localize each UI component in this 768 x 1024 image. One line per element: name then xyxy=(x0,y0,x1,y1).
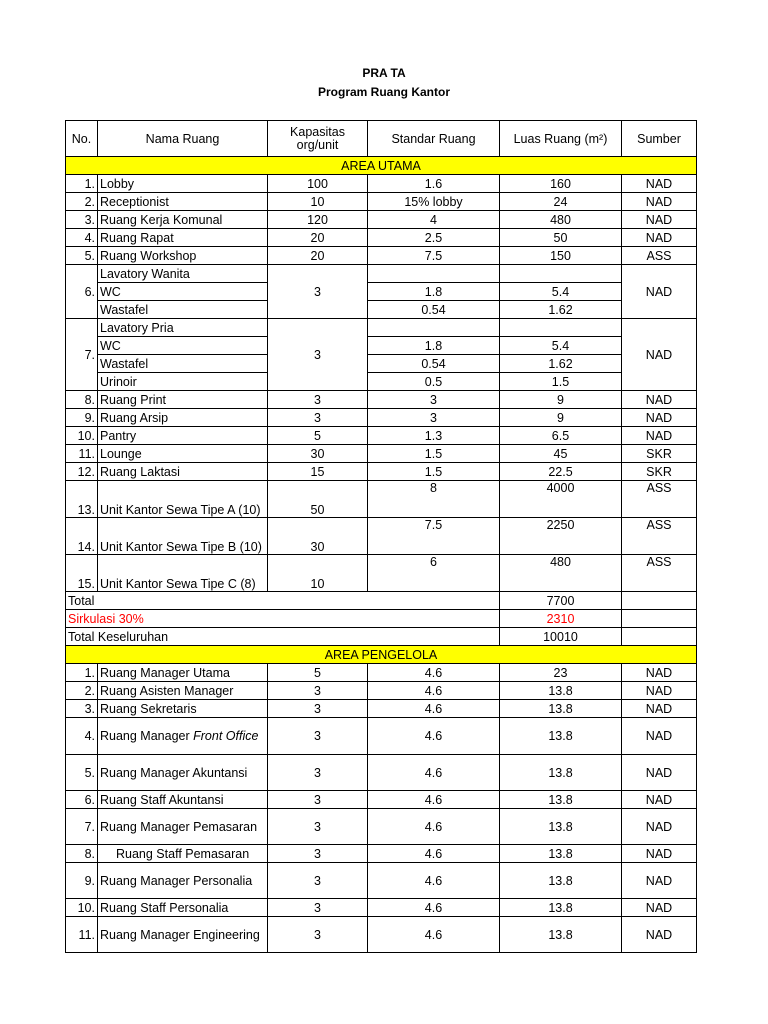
table-row xyxy=(66,211,697,229)
table-row xyxy=(66,445,697,463)
cell-kapasitas: 15 xyxy=(268,463,368,481)
cell-kapasitas: 120 xyxy=(268,211,368,229)
cell-no: 12. xyxy=(66,463,98,481)
sirkulasi-row xyxy=(66,610,697,628)
cell-nama: Ruang Manager Engineering xyxy=(98,917,268,953)
cell-nama: Ruang Manager Utama xyxy=(98,664,268,682)
cell-sumber: NAD xyxy=(622,409,697,427)
cell-nama: WC xyxy=(98,337,268,355)
header-kapasitas: Kapasitas org/unit xyxy=(268,121,368,157)
cell-nama: Lavatory Wanita xyxy=(98,265,268,283)
table-row xyxy=(66,917,697,953)
cell-sumber: NAD xyxy=(622,718,697,755)
cell-kapasitas: 3 xyxy=(268,265,368,319)
cell-no: 1. xyxy=(66,175,98,193)
cell-no: 7. xyxy=(66,319,98,391)
header-sumber: Sumber xyxy=(622,121,697,157)
table-row xyxy=(66,664,697,682)
cell-kapasitas: 3 xyxy=(268,899,368,917)
cell-sumber: NAD xyxy=(622,917,697,953)
table-row xyxy=(66,791,697,809)
table-row xyxy=(66,193,697,211)
cell-kapasitas: 3 xyxy=(268,700,368,718)
table-row xyxy=(66,463,697,481)
cell-nama: Unit Kantor Sewa Tipe C (8) xyxy=(98,555,268,592)
cell-luas: 160 xyxy=(500,175,622,193)
cell-standar: 1.5 xyxy=(368,463,500,481)
cell-standar: 4.6 xyxy=(368,809,500,845)
cell-standar: 4.6 xyxy=(368,718,500,755)
header-row xyxy=(66,121,697,157)
cell-standar: 1.8 xyxy=(368,283,500,301)
cell-no: 13. xyxy=(66,481,98,518)
cell-sumber: NAD xyxy=(622,845,697,863)
cell-kapasitas: 3 xyxy=(268,319,368,391)
section-area-pengelola xyxy=(66,646,697,664)
cell-sumber: NAD xyxy=(622,391,697,409)
lavatory-item-row xyxy=(66,337,697,355)
total-keseluruhan-row-label: Total Keseluruhan xyxy=(66,628,500,646)
cell-kapasitas: 3 xyxy=(268,809,368,845)
table-row xyxy=(66,809,697,845)
cell-luas: 5.4 xyxy=(500,337,622,355)
cell-luas: 9 xyxy=(500,391,622,409)
cell-sumber: ASS xyxy=(622,481,697,518)
cell-nama xyxy=(98,718,268,755)
cell-no: 1. xyxy=(66,664,98,682)
total-row-label: Total xyxy=(66,592,500,610)
table-row xyxy=(66,175,697,193)
lavatory-row xyxy=(66,265,697,283)
cell-nama: Lounge xyxy=(98,445,268,463)
cell-standar: 4.6 xyxy=(368,899,500,917)
cell-no: 6. xyxy=(66,791,98,809)
cell-standar: 7.5 xyxy=(368,518,500,555)
table-row xyxy=(66,427,697,445)
cell-no: 3. xyxy=(66,211,98,229)
sirkulasi-row-empty xyxy=(622,610,697,628)
cell-kapasitas: 50 xyxy=(268,481,368,518)
cell-standar: 7.5 xyxy=(368,247,500,265)
cell-standar: 0.54 xyxy=(368,355,500,373)
total-row xyxy=(66,592,697,610)
cell-standar: 0.5 xyxy=(368,373,500,391)
cell-nama: Ruang Rapat xyxy=(98,229,268,247)
cell-kapasitas: 5 xyxy=(268,664,368,682)
document-title: PRA TA xyxy=(362,66,406,80)
total-keseluruhan-row xyxy=(66,628,697,646)
lavatory-item-row xyxy=(66,373,697,391)
total-row-value: 7700 xyxy=(500,592,622,610)
cell-standar: 8 xyxy=(368,481,500,518)
cell-no: 11. xyxy=(66,917,98,953)
table-row xyxy=(66,518,697,555)
cell-standar: 4.6 xyxy=(368,917,500,953)
cell-nama: Unit Kantor Sewa Tipe A (10) xyxy=(98,481,268,518)
cell-kapasitas: 30 xyxy=(268,445,368,463)
cell-kapasitas: 3 xyxy=(268,391,368,409)
cell-kapasitas: 30 xyxy=(268,518,368,555)
cell-luas: 13.8 xyxy=(500,682,622,700)
cell-sumber: NAD xyxy=(622,193,697,211)
cell-luas: 2250 xyxy=(500,518,622,555)
cell-no: 6. xyxy=(66,265,98,319)
section-area-utama-label: AREA UTAMA xyxy=(66,157,697,175)
cell-standar: 4.6 xyxy=(368,845,500,863)
cell-standar: 4.6 xyxy=(368,863,500,899)
lavatory-item-row xyxy=(66,355,697,373)
cell-standar: 4.6 xyxy=(368,791,500,809)
cell-kapasitas: 3 xyxy=(268,791,368,809)
cell-luas: 13.8 xyxy=(500,845,622,863)
cell-nama: Ruang Staff Personalia xyxy=(98,899,268,917)
cell-nama: Ruang Asisten Manager xyxy=(98,682,268,700)
cell-standar: 4.6 xyxy=(368,682,500,700)
table-row xyxy=(66,845,697,863)
cell-nama: Ruang Manager Pemasaran xyxy=(98,809,268,845)
cell-nama: Urinoir xyxy=(98,373,268,391)
cell-luas: 22.5 xyxy=(500,463,622,481)
table-row xyxy=(66,682,697,700)
cell-luas: 13.8 xyxy=(500,718,622,755)
cell-no: 8. xyxy=(66,845,98,863)
cell-nama: Ruang Sekretaris xyxy=(98,700,268,718)
cell-luas: 5.4 xyxy=(500,283,622,301)
cell-luas: 13.8 xyxy=(500,809,622,845)
cell-no: 7. xyxy=(66,809,98,845)
cell-standar xyxy=(368,265,500,283)
table-row xyxy=(66,481,697,518)
cell-standar xyxy=(368,319,500,337)
cell-no: 10. xyxy=(66,427,98,445)
cell-nama: Ruang Staff Akuntansi xyxy=(98,791,268,809)
cell-standar: 2.5 xyxy=(368,229,500,247)
cell-standar: 1.6 xyxy=(368,175,500,193)
document-subtitle: Program Ruang Kantor xyxy=(317,85,450,99)
cell-no: 10. xyxy=(66,899,98,917)
cell-no: 5. xyxy=(66,755,98,791)
lavatory-item-row xyxy=(66,283,697,301)
cell-sumber: NAD xyxy=(622,809,697,845)
cell-sumber: SKR xyxy=(622,445,697,463)
cell-luas: 480 xyxy=(500,211,622,229)
lavatory-item-row xyxy=(66,301,697,319)
cell-standar: 15% lobby xyxy=(368,193,500,211)
cell-sumber: NAD xyxy=(622,175,697,193)
cell-kapasitas: 3 xyxy=(268,409,368,427)
cell-sumber: NAD xyxy=(622,211,697,229)
table-row xyxy=(66,229,697,247)
table-row xyxy=(66,718,697,755)
table-row xyxy=(66,409,697,427)
cell-nama: Ruang Arsip xyxy=(98,409,268,427)
total-keseluruhan-row-empty xyxy=(622,628,697,646)
cell-sumber: ASS xyxy=(622,555,697,592)
cell-kapasitas: 20 xyxy=(268,229,368,247)
cell-sumber: NAD xyxy=(622,319,697,391)
sirkulasi-row-label: Sirkulasi 30% xyxy=(66,610,500,628)
header-no: No. xyxy=(66,121,98,157)
cell-nama: Receptionist xyxy=(98,193,268,211)
table-row xyxy=(66,700,697,718)
cell-no: 5. xyxy=(66,247,98,265)
total-row-empty xyxy=(622,592,697,610)
cell-luas: 24 xyxy=(500,193,622,211)
section-area-pengelola-label: AREA PENGELOLA xyxy=(66,646,697,664)
nama-italic: Front Office xyxy=(193,729,259,743)
cell-sumber: NAD xyxy=(622,229,697,247)
cell-no: 8. xyxy=(66,391,98,409)
table-row xyxy=(66,755,697,791)
cell-standar: 1.3 xyxy=(368,427,500,445)
cell-no: 15. xyxy=(66,555,98,592)
cell-standar: 4.6 xyxy=(368,700,500,718)
cell-sumber: NAD xyxy=(622,427,697,445)
cell-sumber: NAD xyxy=(622,682,697,700)
cell-sumber: NAD xyxy=(622,664,697,682)
cell-kapasitas: 10 xyxy=(268,555,368,592)
cell-standar: 1.8 xyxy=(368,337,500,355)
cell-luas: 13.8 xyxy=(500,899,622,917)
cell-nama: Ruang Workshop xyxy=(98,247,268,265)
cell-nama: Unit Kantor Sewa Tipe B (10) xyxy=(98,518,268,555)
header-nama: Nama Ruang xyxy=(98,121,268,157)
cell-kapasitas: 3 xyxy=(268,863,368,899)
cell-nama: Ruang Print xyxy=(98,391,268,409)
cell-standar: 1.5 xyxy=(368,445,500,463)
cell-luas: 9 xyxy=(500,409,622,427)
sirkulasi-row-value: 2310 xyxy=(500,610,622,628)
table-row xyxy=(66,247,697,265)
cell-luas: 13.8 xyxy=(500,700,622,718)
cell-luas: 23 xyxy=(500,664,622,682)
cell-no: 2. xyxy=(66,682,98,700)
cell-standar: 3 xyxy=(368,391,500,409)
table-row xyxy=(66,863,697,899)
cell-luas: 1.62 xyxy=(500,355,622,373)
cell-luas: 150 xyxy=(500,247,622,265)
room-program-table xyxy=(65,120,697,953)
table-row xyxy=(66,391,697,409)
cell-kapasitas: 20 xyxy=(268,247,368,265)
table-row xyxy=(66,555,697,592)
cell-luas xyxy=(500,319,622,337)
header-standar: Standar Ruang xyxy=(368,121,500,157)
table-row xyxy=(66,899,697,917)
cell-kapasitas: 3 xyxy=(268,718,368,755)
cell-kapasitas: 3 xyxy=(268,845,368,863)
cell-luas: 13.8 xyxy=(500,917,622,953)
lavatory-row xyxy=(66,319,697,337)
cell-standar: 4.6 xyxy=(368,664,500,682)
cell-kapasitas: 10 xyxy=(268,193,368,211)
cell-no: 14. xyxy=(66,518,98,555)
cell-sumber: NAD xyxy=(622,899,697,917)
cell-no: 9. xyxy=(66,409,98,427)
cell-standar: 6 xyxy=(368,555,500,592)
cell-luas: 480 xyxy=(500,555,622,592)
cell-luas: 50 xyxy=(500,229,622,247)
cell-standar: 3 xyxy=(368,409,500,427)
cell-kapasitas: 100 xyxy=(268,175,368,193)
cell-kapasitas: 3 xyxy=(268,682,368,700)
cell-luas xyxy=(500,265,622,283)
cell-standar: 4.6 xyxy=(368,755,500,791)
cell-no: 4. xyxy=(66,229,98,247)
cell-luas: 13.8 xyxy=(500,863,622,899)
cell-luas: 4000 xyxy=(500,481,622,518)
cell-no: 11. xyxy=(66,445,98,463)
cell-nama: Wastafel xyxy=(98,301,268,319)
nama-part: Ruang Manager xyxy=(100,729,194,743)
cell-nama: Ruang Manager Personalia xyxy=(98,863,268,899)
cell-luas: 13.8 xyxy=(500,755,622,791)
cell-kapasitas: 5 xyxy=(268,427,368,445)
cell-nama: Ruang Kerja Komunal xyxy=(98,211,268,229)
cell-no: 4. xyxy=(66,718,98,755)
header-luas: Luas Ruang (m²) xyxy=(500,121,622,157)
cell-nama: Ruang Staff Pemasaran xyxy=(98,845,268,863)
cell-nama: WC xyxy=(98,283,268,301)
cell-luas: 1.5 xyxy=(500,373,622,391)
cell-sumber: NAD xyxy=(622,863,697,899)
cell-nama: Lavatory Pria xyxy=(98,319,268,337)
table-body xyxy=(66,121,697,953)
cell-sumber: SKR xyxy=(622,463,697,481)
cell-sumber: NAD xyxy=(622,791,697,809)
cell-luas: 1.62 xyxy=(500,301,622,319)
cell-luas: 13.8 xyxy=(500,791,622,809)
cell-sumber: ASS xyxy=(622,518,697,555)
cell-sumber: NAD xyxy=(622,755,697,791)
cell-standar: 0.54 xyxy=(368,301,500,319)
cell-sumber: ASS xyxy=(622,247,697,265)
cell-nama: Wastafel xyxy=(98,355,268,373)
section-area-utama xyxy=(66,157,697,175)
cell-nama: Pantry xyxy=(98,427,268,445)
total-keseluruhan-row-value: 10010 xyxy=(500,628,622,646)
cell-sumber: NAD xyxy=(622,700,697,718)
cell-luas: 45 xyxy=(500,445,622,463)
cell-nama: Lobby xyxy=(98,175,268,193)
cell-nama: Ruang Laktasi xyxy=(98,463,268,481)
cell-sumber: NAD xyxy=(622,265,697,319)
cell-kapasitas: 3 xyxy=(268,755,368,791)
cell-luas: 6.5 xyxy=(500,427,622,445)
cell-no: 3. xyxy=(66,700,98,718)
cell-no: 2. xyxy=(66,193,98,211)
cell-standar: 4 xyxy=(368,211,500,229)
cell-no: 9. xyxy=(66,863,98,899)
cell-nama: Ruang Manager Akuntansi xyxy=(98,755,268,791)
cell-kapasitas: 3 xyxy=(268,917,368,953)
